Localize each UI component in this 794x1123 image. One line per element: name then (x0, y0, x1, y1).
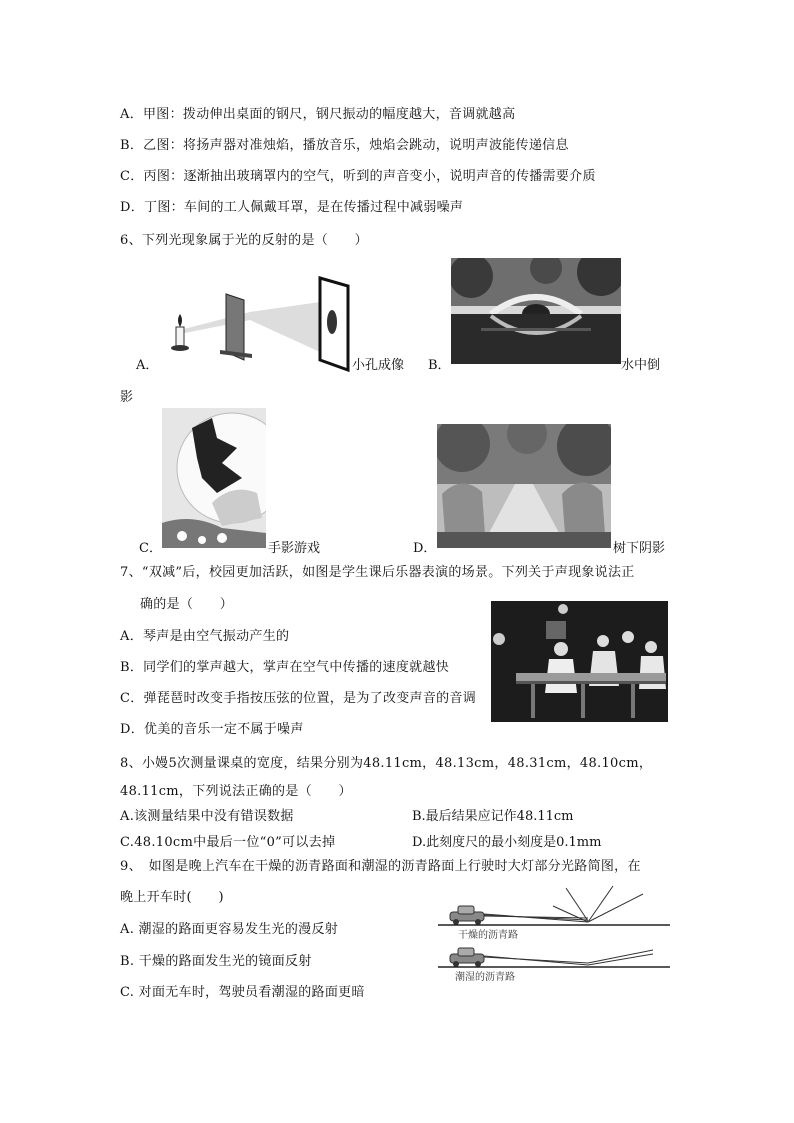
q8-stem-line1: 8、小嫚5次测量课桌的宽度，结果分别为48.11cm，48.13cm，48.31cm，48.10cm， (120, 756, 653, 771)
q6-option-c-caption: 手影游戏 (268, 541, 321, 556)
pinhole-camera-image (160, 272, 350, 372)
hand-shadow-image (162, 408, 266, 548)
q7-stem-line1: 7、“双减”后，校园更加活跃，如图是学生课后乐器表演的场景。下列关于声现象说法正 (120, 565, 635, 580)
q7-option-a: A．琴声是由空气振动产生的 (120, 629, 290, 644)
q9-option-a: A. 潮湿的路面更容易发生光的漫反射 (120, 922, 339, 937)
q7-option-c: C．弹琵琶时改变手指按压弦的位置，是为了改变声音的音调 (120, 691, 477, 706)
q7-stem-line2: 确的是（ ） (140, 597, 234, 612)
q6-option-b-letter: B． (428, 358, 451, 373)
q9-stem-line1: 9、 如图是晚上汽车在干燥的沥青路面和潮湿的沥青路面上行驶时大灯部分光路简图，在 (120, 859, 641, 874)
q7-option-b: B．同学们的掌声越大，掌声在空气中传播的速度就越快 (120, 660, 450, 675)
q8-option-c: C.48.10cm中最后一位“0”可以去掉 (120, 835, 336, 850)
water-reflection-image (451, 258, 621, 364)
q8-option-d: D.此刻度尺的最小刻度是0.1mm (412, 835, 602, 850)
q6-option-a-caption: 小孔成像 (352, 358, 405, 373)
q9-option-b: B. 干燥的路面发生光的镜面反射 (120, 954, 312, 969)
tree-shadow-image (437, 424, 611, 548)
q6-option-c-letter: C． (139, 541, 162, 556)
q6-option-b-caption: 水中倒 (621, 358, 661, 373)
dry-road-label: 干燥的沥青路 (458, 926, 518, 941)
q5-option-a: A．甲图：拨动伸出桌面的钢尺，钢尺振动的幅度越大，音调就越高 (120, 107, 516, 122)
q8-option-a: A.该测量结果中没有错误数据 (120, 809, 294, 824)
q6-option-d-caption: 树下阴影 (613, 541, 666, 556)
q6-option-a-letter: A． (136, 358, 159, 373)
q5-option-b: B．乙图：将扬声器对准烛焰，播放音乐，烛焰会跳动，说明声波能传递信息 (120, 138, 569, 153)
wet-road-label: 潮湿的沥青路 (455, 968, 515, 983)
q6-option-b-caption-continued: 影 (120, 390, 134, 405)
music-performance-image (491, 601, 668, 722)
q7-option-d: D．优美的音乐一定不属于噪声 (120, 722, 304, 737)
q6-stem: 6、下列光现象属于光的反射的是（ ） (120, 233, 368, 248)
q6-option-d-letter: D． (413, 541, 437, 556)
q9-stem-line2: 晚上开车时( ) (120, 890, 224, 905)
q8-stem-line2: 48.11cm，下列说法正确的是（ ） (120, 784, 352, 799)
q8-option-b: B.最后结果应记作48.11cm (412, 809, 574, 824)
q9-option-c: C. 对面无车时，驾驶员看潮湿的路面更暗 (120, 985, 365, 1000)
q5-option-c: C．丙图：逐渐抽出玻璃罩内的空气，听到的声音变小，说明声音的传播需要介质 (120, 169, 596, 184)
q5-option-d: D．丁图：车间的工人佩戴耳罩，是在传播过程中减弱噪声 (120, 200, 464, 215)
